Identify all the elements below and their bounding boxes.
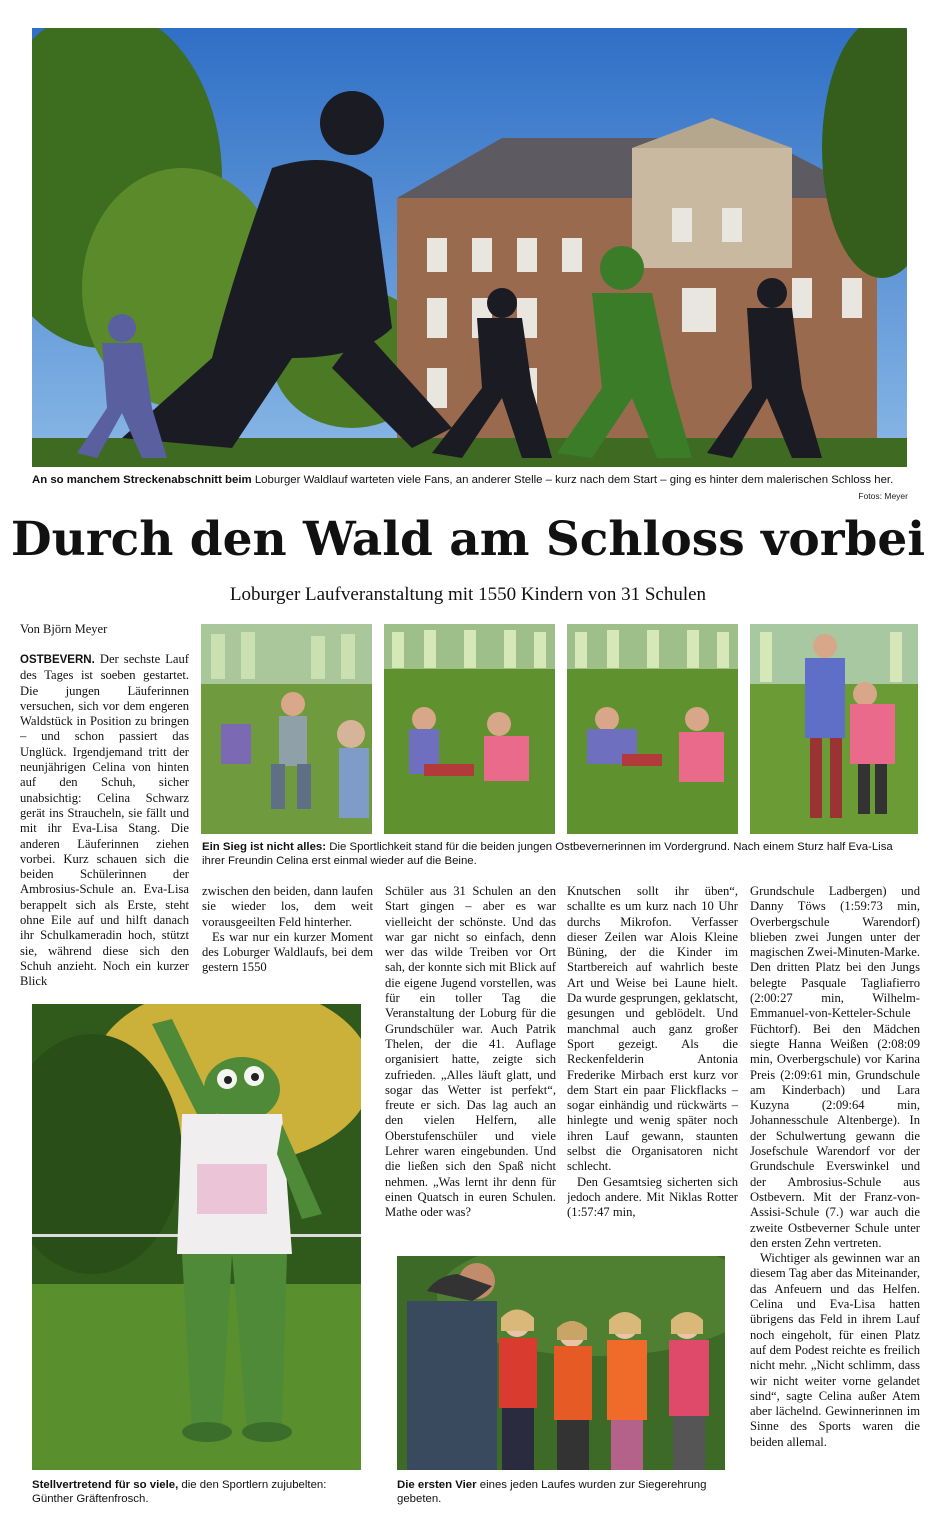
hero-photo xyxy=(32,28,907,467)
hero-caption-text: Loburger Waldlauf warteten viele Fans, an anderer Stelle – kurz nach dem Start – ging es hinter dem malerischen Schloss her. xyxy=(254,474,894,486)
series-photo-1 xyxy=(201,624,372,834)
series-photo-2 xyxy=(384,624,555,834)
article-paragraph: zwischen den beiden, dann laufen sie wieder los, dem weit vorausgeeilten Feld hinterher. xyxy=(202,884,373,929)
article-paragraph: Schüler aus 31 Schulen an den Start gingen – aber es war vielleicht der schönste. Und das war gar nicht so einfach, denn wer das wilde Treiben vor Ort sah, der konnte sich mit Blick auf die eigene Jugend vorstellen, was für ein toller Tag die Veranstaltung der Loburg für die Grundschüler war. Auch Patrik Thelen, der die 41. Auflage organisiert hatte, zeigte sich zufrieden. „Alles läuft glatt, und sogar das Wetter ist perfekt“, freute er sich. Das lag auch an den vielen Helfern, alle Oberstufenschüler und viele Lehrer waren eingebunden. Und die ließen sich den Spaß nicht nehmen. „Was lernt ihr denn für einen Quatsch in euren Schulen. Mathe oder was? xyxy=(385,884,556,1220)
series-caption-bold: Ein Sieg ist nicht alles: xyxy=(202,841,327,853)
podium-photo xyxy=(397,1256,725,1470)
series-photo-4 xyxy=(750,624,918,834)
article-paragraph: Den Gesamtsieg sicherten sich jedoch andere. Mit Niklas Rotter (1:57:47 min, xyxy=(567,1174,738,1220)
article-column-1 xyxy=(20,652,189,992)
article-column-5 xyxy=(750,884,920,1509)
byline: Von Björn Meyer xyxy=(20,622,108,636)
article-column-2 xyxy=(202,884,373,994)
page-headline: Durch den Wald am Schloss vorbei xyxy=(10,512,926,567)
series-caption-text: Die Sportlichkeit stand für die beiden jungen Ostbevernerinnen im Vordergrund. Nach einem Sturz half Eva-Lisa ihrer Freundin Celina erst einmal wieder auf die Beine. xyxy=(202,841,893,867)
frog-caption-bold: Stellvertretend für so viele, xyxy=(32,1479,179,1491)
series-photo-3 xyxy=(567,624,738,834)
podium-caption-bold: Die ersten Vier xyxy=(397,1479,477,1491)
article-paragraph: Es war nur ein kurzer Moment des Loburger Waldlaufs, bei dem gestern 1550 xyxy=(202,929,373,975)
frog-photo xyxy=(32,1004,361,1470)
article-text: Der sechste Lauf des Tages ist soeben gestartet. Die jungen Läuferinnen versuchen, sich vor dem engeren Waldstück in Position zu bringen – und schon passiert das Unglück. Irgendjemand tritt der neunjährigen Celina von hinten auf den Schuh, sicher unabsichtig: Celina Schwarz gerät ins Straucheln, sie fällt und mit ihr Eva-Lisa Stang. Die anderen Läuferinnen ziehen vorbei. Kurz schauen sich die beiden Schülerinnen der Ambrosius-Schule an. Eva-Lisa berappelt sich als Erste, steht ohne Eile auf und hilft danach ihr Schulkameradin hoch, stützt sie, während diese sich den Schuh anzieht. Noch ein kurzer Blick xyxy=(20,652,189,989)
article-paragraph xyxy=(20,652,189,990)
article-paragraph: Grundschule Ladbergen) und Danny Töws (1:59:73 min, Overbergschule Warendorf) blieben zwei Jungen unter der magischen Zwei-Minuten-Marke. Den dritten Platz bei den Jungs belegte Pasquale Tagliafierro (2:00:27 min, Wilhelm-Emmanuel-von-Ketteler-Schule Füchtorf). Bei den Mädchen siegte Hanna Weißen (2:08:09 min, Overbergschule) vor Karina Preis (2:09:61 min, Grundschule am Kinderbach) und Lara Kuzyna (2:09:64 min, Johannesschule Altenberge). In der Schulwertung gewann die Josefschule Warendorf vor der Grundschule Everswinkel und der Ambrosius-Schule aus Ostbevern. Mit der Franz-von-Assisi-Schule (7.) war auch die zweite Ostbeverner Schule unter den ersten Zehn vertreten. xyxy=(750,884,920,1250)
hero-caption-bold: An so manchem Streckenabschnitt beim xyxy=(32,474,252,486)
article-paragraph: Knutschen sollt ihr üben“, schallte es um kurz nach 10 Uhr durchs Mikrofon. Verfasser dieser Zeilen war Alois Kleine Büning, der die Kinder im Startbereich auf wahrlich beste Art und Weise bei Laune hielt. Da wurde gesprungen, geklatscht, gesungen und geblödelt. Und manchmal auch ganz großer Sport gezeigt. Als die Reckenfelderin Antonia Frederike Mirbach erst kurz vor dem Start ein paar Flickflacks – sogar einhändig und rückwärts – hinlegte und wenig später noch ihren Lauf gewann, staunten selbst die Organisatoren nicht schlecht. xyxy=(567,884,738,1174)
hero-caption xyxy=(32,473,908,487)
article-paragraph: Wichtiger als gewinnen war an diesem Tag aber das Miteinander, das Anfeuern und das Helfen. Celina und Eva-Lisa hatten übrigens das Feld in ihrem Lauf noch eingeholt, für einen Platz auf dem Podest reichte es freilich nicht mehr. „Nicht schlimm, dass wir nicht weiter vorne gelandet sind“, sagte Celina außer Atem aber lächelnd. Gewinnerinnen im Sinne des Sports waren die beiden allemal. xyxy=(750,1251,920,1449)
sub-headline: Loburger Laufveranstaltung mit 1550 Kindern von 31 Schulen xyxy=(229,584,707,605)
article-column-3 xyxy=(385,884,556,1244)
frog-caption-text: die den Sportlern zujubelten: Günther Gräftenfrosch. xyxy=(32,1479,327,1505)
frog-caption xyxy=(32,1478,362,1506)
article-column-4 xyxy=(567,884,738,1244)
photo-credit: Fotos: Meyer xyxy=(858,491,908,501)
series-caption xyxy=(202,840,918,868)
dateline: OSTBEVERN. xyxy=(20,654,95,666)
podium-caption xyxy=(397,1478,727,1506)
podium-caption-text: eines jeden Laufes wurden zur Siegerehrung gebeten. xyxy=(397,1479,707,1505)
